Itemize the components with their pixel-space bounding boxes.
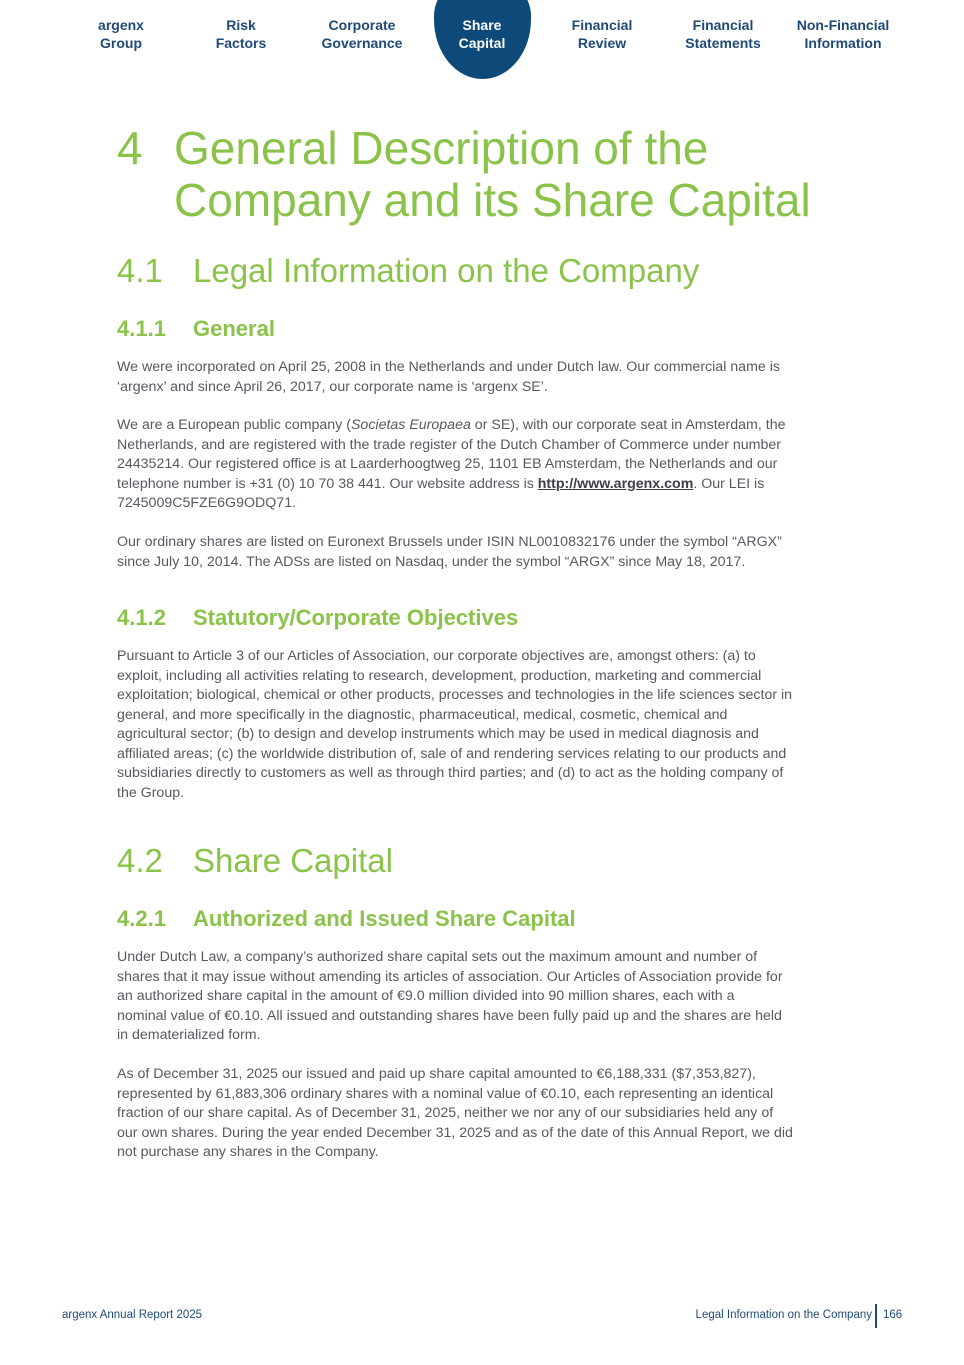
paragraph-registration <box>117 416 857 514</box>
page-number: 166 <box>883 1309 903 1321</box>
subsection-title: General <box>193 316 275 341</box>
text-line: Netherlands, and are registered with the trade register of the Dutch Chamber of Commerce under number <box>117 436 781 453</box>
nav-tab-share-capital[interactable] <box>432 17 532 52</box>
text-line: shares that it may issue without amending its articles of association. Our Articles of Association provide for <box>117 968 783 985</box>
nav-tab-label: Financial <box>692 17 754 33</box>
nav-tab-label: Group <box>100 34 142 51</box>
text-line: 7245009C5FZE6G9ODQ71. <box>117 495 297 511</box>
text-line: Pursuant to Article 3 of our Articles of Association, our corporate objectives are, amongst others: (a) to <box>117 648 756 664</box>
nav-tab-label: Statements <box>685 34 761 51</box>
chapter-title-line: General Description of the <box>174 122 709 174</box>
paragraph-listing <box>117 533 857 572</box>
text-line: 24435214. Our registered office is at Laarderhoogtweg 25, 1101 EB Amsterdam, the Netherlands and our <box>117 456 778 472</box>
text-line: telephone number is +31 (0) 10 70 38 441. Our website address is http://www.argenx.com. Our LEI is <box>117 475 765 492</box>
nav-tab-financial-statements[interactable] <box>673 17 773 52</box>
section-title: Share Capital <box>193 842 393 879</box>
text-line: general, and more specifically in the diagnostic, pharmaceutical, medical, cosmetic, chemical and <box>117 706 728 723</box>
text-line: agricultural sector; (b) to design and develop instruments which may be used in medical diagnosis and <box>117 726 759 742</box>
nav-tab-label: Share <box>462 17 502 33</box>
section-number: 4.2 <box>117 842 163 879</box>
text-line: exploit, including all activities relating to research, development, production, marketing and commercial <box>117 667 762 684</box>
text-line: We were incorporated on April 25, 2008 in the Netherlands and under Dutch law. Our commercial name is <box>117 359 780 375</box>
footer-divider <box>875 1304 877 1328</box>
text-line: ‘argenx’ and since April 26, 2017, our corporate name is ‘argenx SE’. <box>117 378 548 395</box>
nav-tab-label: Governance <box>321 34 403 51</box>
nav-tab-label: argenx <box>98 17 144 33</box>
nav-tab-label: Factors <box>215 34 267 51</box>
text-line: We are a European public company (Societas Europaea or SE), with our corporate seat in Amsterdam, the <box>117 417 786 433</box>
text-line: nominal value of €0.10. All issued and outstanding shares have been fully paid up and the shares are held <box>117 1007 782 1024</box>
text-line: Under Dutch Law, a company’s authorized share capital sets out the maximum amount and number of <box>117 949 758 965</box>
nav-tab-risk-factors[interactable] <box>191 17 291 52</box>
section-number: 4.1 <box>117 252 163 289</box>
text-line: since July 10, 2014. The ADSs are listed on Nasdaq, under the symbol “ARGX” since May 18, 2017. <box>117 553 746 570</box>
text-line: our own shares. During the year ended December 31, 2025 and as of the date of this Annual Report, we did <box>117 1124 793 1141</box>
nav-tab-label: Capital <box>458 34 506 51</box>
nav-tab-argenx-group[interactable] <box>71 17 171 52</box>
nav-tab-label: Financial <box>571 17 633 33</box>
footer-section-link[interactable]: Legal Information on the Company <box>695 1309 872 1321</box>
text-line: an authorized share capital in the amount of €9.0 million divided into 90 million shares, each with a <box>117 988 735 1004</box>
paragraph-authorized-capital <box>117 948 857 1046</box>
text-line: not purchase any shares in the Company. <box>117 1144 379 1160</box>
text-line: affiliated areas; (c) the worldwide distribution of, sale of and rendering services relating to our products and <box>117 745 787 762</box>
text-line: in dematerialized form. <box>117 1027 261 1043</box>
nav-tab-label: Risk <box>226 17 256 33</box>
chapter-title-line: Company and its Share Capital <box>174 174 811 226</box>
italic-term: Societas Europaea <box>350 417 471 433</box>
subsection-number: 4.1.1 <box>117 316 166 341</box>
nav-tab-non-financial-information[interactable] <box>793 17 893 52</box>
top-navigation <box>0 0 964 80</box>
subsection-number: 4.2.1 <box>117 906 166 931</box>
paragraph-issued-capital <box>117 1065 857 1163</box>
nav-tab-corporate-governance[interactable] <box>312 17 412 52</box>
text-line: As of December 31, 2025 our issued and paid up share capital amounted to €6,188,331 ($7,353,827), <box>117 1066 756 1082</box>
subsection-number: 4.1.2 <box>117 605 166 630</box>
paragraph-incorporation <box>117 358 857 397</box>
website-link[interactable]: http://www.argenx.com <box>537 475 694 492</box>
text-line: Our ordinary shares are listed on Euronext Brussels under ISIN NL0010832176 under the symbol “ARGX” <box>117 534 782 550</box>
section-title: Legal Information on the Company <box>193 252 700 289</box>
text-line: exploitation; biological, chemical or other products, processes and technologies in the life sciences sector in <box>117 687 793 703</box>
text-line: represented by 61,883,306 ordinary shares with a nominal value of €0.10, each representing an identical <box>117 1085 774 1102</box>
nav-tab-label: Non-Financial <box>796 17 890 33</box>
nav-tab-label: Review <box>577 34 627 51</box>
nav-tab-financial-review[interactable] <box>552 17 652 52</box>
text-line: fraction of our share capital. As of December 31, 2025, neither we nor any of our subsidiaries held any of <box>117 1105 774 1121</box>
paragraph-objectives <box>117 647 857 803</box>
nav-tab-label: Information <box>804 34 882 51</box>
nav-tab-label: Corporate <box>328 17 396 33</box>
footer-report-title: argenx Annual Report 2025 <box>62 1309 203 1321</box>
text-line: subsidiaries directly to customers as well as through third parties; and (d) to act as the holding company of <box>117 765 784 781</box>
text-line: the Group. <box>117 784 185 801</box>
subsection-title: Authorized and Issued Share Capital <box>193 906 576 931</box>
chapter-number: 4 <box>117 122 143 174</box>
subsection-title: Statutory/Corporate Objectives <box>193 605 519 630</box>
